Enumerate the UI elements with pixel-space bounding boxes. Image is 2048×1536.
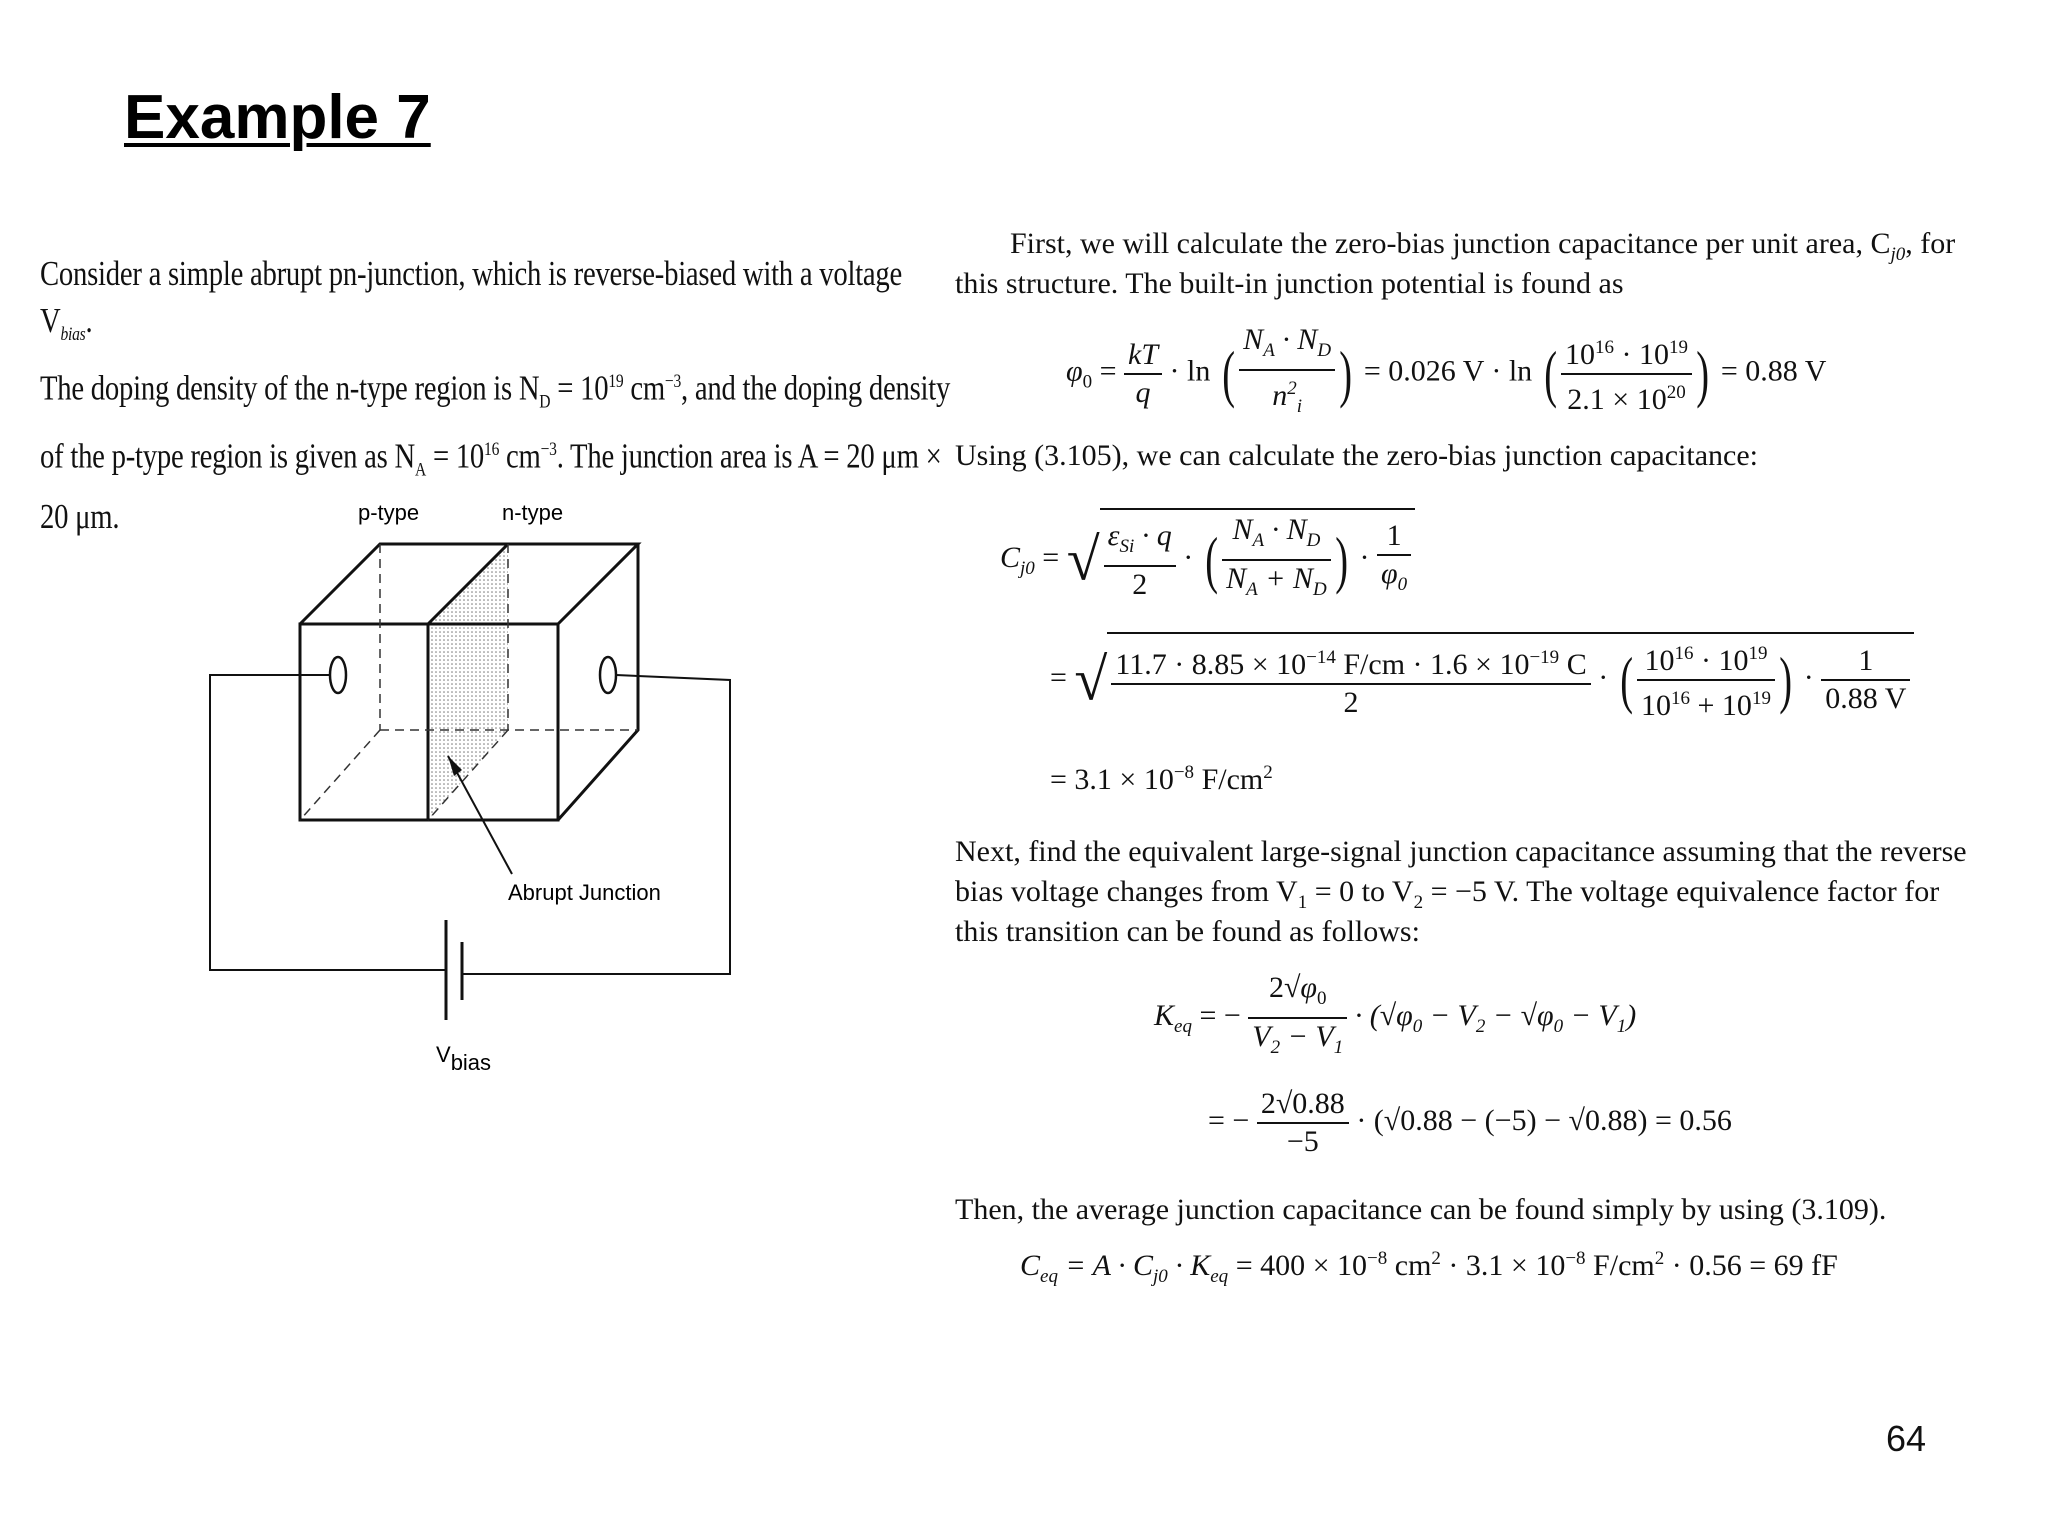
- junction-pointer: [448, 756, 512, 874]
- problem-subscript: D: [539, 391, 551, 413]
- eq-numerator: 1: [1377, 518, 1411, 556]
- eq-denominator: −5: [1286, 1125, 1319, 1158]
- abrupt-junction-label: Abrupt Junction: [508, 880, 661, 905]
- eq-numerator: 2√0.88: [1257, 1086, 1349, 1124]
- eq-symbol: φ: [1381, 556, 1398, 590]
- eq-fraction: [1222, 512, 1331, 608]
- eq-text: = 3.1 × 10: [1050, 763, 1174, 796]
- problem-text: = 10: [426, 436, 485, 476]
- eq-radical: $\frac{11.7 \cdot 8.85 \times 10^{-14} F/cm \cdot 1.6 \times 10^{-19} C}{2}$ · ( $\frac{10^{16} \cdot 10^{19}}{10^{16} + 10^{19}}$ ) · $\frac{1}{0.88 V}$: [1107, 632, 1914, 724]
- eq-numerator: [1111, 640, 1590, 685]
- eq-subscript: 2: [1270, 1037, 1281, 1058]
- eq-fraction: [1248, 970, 1347, 1066]
- eq-numerator: [1104, 518, 1176, 567]
- eq-text: = 0.026 V · ln: [1363, 354, 1533, 388]
- eq-fraction: [1637, 636, 1775, 724]
- eq-text: 10: [1641, 689, 1672, 722]
- then-line: Then, the average junction capacitance can be found simply by using (3.109).: [955, 1193, 1887, 1226]
- eq-numerator: [1561, 330, 1692, 375]
- eq-text: = −: [1199, 998, 1241, 1032]
- eq-superscript: −19: [1529, 646, 1560, 668]
- eq-denominator: 2: [1343, 685, 1359, 719]
- phi0-equation: $\varphi_0$ = $\frac{kT}{q}$ · ln ( $\frac{N_A \cdot N_D}{n^2_i}$ ) = 0.026 V · ln ( $\frac{10^{16} \cdot 10^{19}}{2.1 \times 10^{20}}$ ) = 0.88 V: [1066, 322, 1826, 425]
- eq-symbol: φ: [1300, 971, 1318, 1004]
- problem-subscript: A: [415, 459, 427, 481]
- eq-fraction: [1377, 518, 1411, 603]
- eq-operator: · ln: [1169, 354, 1211, 388]
- next-line3: this transition can be found as follows:: [955, 915, 1420, 948]
- eq-subscript: 0: [1397, 573, 1408, 595]
- page-number: 64: [1885, 1418, 1926, 1459]
- problem-superscript: 19: [608, 371, 624, 392]
- problem-subscript: bias: [60, 324, 86, 345]
- eq-text: · (√0.88 − (−5) − √0.88) = 0.56: [1356, 1103, 1732, 1137]
- left-contact: [330, 657, 346, 693]
- eq-superscript: −14: [1306, 646, 1336, 668]
- eq-superscript: 2: [1654, 1248, 1665, 1269]
- eq-text: F/cm · 1.6 × 10: [1335, 647, 1530, 681]
- keq-equation-symbolic: $K_{eq}$ = − $\frac{2√\varphi_0}{V_2 - V_1}$ · $(√\varphi_0 - V_2 - √\varphi_0 - V_1)$: [1154, 970, 1636, 1066]
- eq-superscript: 16: [1671, 688, 1691, 709]
- eq-fraction: [1124, 337, 1162, 411]
- right-contact: [600, 657, 616, 693]
- eq-superscript: 19: [1748, 643, 1768, 664]
- eq-subscript: 1: [1333, 1037, 1344, 1058]
- eq-denominator: [1637, 681, 1775, 724]
- solution-text: , for: [1905, 227, 1956, 260]
- eq-text: + 10: [1690, 689, 1752, 722]
- eq-text: F/cm: [1585, 1249, 1655, 1282]
- p-type-label: p-type: [358, 500, 420, 525]
- eq-text: C: [1559, 647, 1587, 681]
- problem-line: [40, 426, 950, 494]
- solution-text: First, we will calculate the zero-bias junction capacitance per unit area, C: [1010, 227, 1891, 260]
- pn-junction-diagram: [190, 490, 770, 1090]
- eq-radical: $\frac{\varepsilon_{Si} \cdot q}{2}$ · ( $\frac{N_A \cdot N_D}{N_A + N_D}$ ) · $\frac{1}{\varphi_0}$: [1100, 508, 1415, 608]
- eq-superscript: 16: [1674, 643, 1694, 664]
- eq-symbol: ε: [1107, 518, 1120, 552]
- problem-text: of the p-type region is given as N: [40, 436, 416, 476]
- eq-denominator: 2: [1132, 567, 1148, 601]
- eq-numerator: [1637, 636, 1775, 681]
- solution-subscript: j0: [1890, 244, 1906, 265]
- solution-text: = −5 V. The voltage equivalence factor for: [1423, 875, 1940, 908]
- ceq-equation: [1020, 1248, 1838, 1288]
- eq-fraction: [1257, 1086, 1349, 1160]
- problem-superscript: 16: [484, 438, 500, 460]
- eq-symbol: N: [1243, 323, 1264, 356]
- eq-symbol: C: [1020, 1249, 1041, 1282]
- cj0-equation-symbolic: $C_{j0}$ = √ $\frac{\varepsilon_{Si} \cdot q}{2}$ · ( $\frac{N_A \cdot N_D}{N_A + N_D}$ ) · $\frac{1}{\varphi_0}$: [1000, 508, 1415, 608]
- eq-subscript: j0: [1020, 557, 1035, 579]
- eq-result: = 0.88 V: [1720, 354, 1827, 388]
- cj0-result: [1050, 762, 1273, 797]
- hidden-edge: [300, 730, 380, 820]
- eq-text: 10: [1565, 337, 1595, 371]
- problem-text: cm: [499, 436, 541, 476]
- problem-superscript: −3: [540, 438, 557, 460]
- solution-text: = 0 to V: [1307, 875, 1414, 908]
- eq-text: 10: [1644, 644, 1675, 677]
- eq-denominator: [1561, 375, 1692, 418]
- eq-subscript: eq: [1040, 1266, 1058, 1287]
- problem-text: Consider a simple abrupt pn-junction, which is reverse-biased with a voltage V: [40, 254, 903, 340]
- eq-fraction: [1561, 330, 1692, 418]
- eq-symbol: C: [1000, 540, 1021, 574]
- eq-text: 11.7 · 8.85 × 10: [1115, 647, 1307, 681]
- eq-superscript: −8: [1565, 1248, 1586, 1269]
- eq-text: 2.1 × 10: [1567, 382, 1667, 416]
- eq-denominator: 0.88 V: [1825, 682, 1907, 715]
- wire-left: [210, 675, 446, 970]
- eq-numerator: kT: [1124, 337, 1162, 375]
- eq-text: · 3.1 × 10: [1440, 1249, 1566, 1282]
- eq-subscript: Si: [1119, 535, 1135, 557]
- n-type-label: n-type: [502, 500, 564, 525]
- eq-superscript: 19: [1669, 336, 1688, 358]
- slide-title: Example 7: [124, 83, 431, 152]
- eq-superscript: 2: [1431, 1248, 1441, 1269]
- eq-text: − V: [1280, 1020, 1334, 1053]
- eq-numerator: 1: [1821, 643, 1910, 681]
- eq-text: F/cm: [1194, 763, 1264, 796]
- eq-superscript: 2: [1263, 762, 1273, 783]
- eq-subscript: j0: [1152, 1266, 1168, 1287]
- eq-denominator: [1248, 1019, 1347, 1066]
- eq-denominator: $N_A + N_D$: [1226, 562, 1327, 600]
- eq-subscript: eq: [1210, 1266, 1229, 1287]
- eq-denominator: [1377, 556, 1411, 603]
- eq-numerator: $N_A \cdot N_D$: [1222, 512, 1331, 561]
- eq-subscript: 0: [1317, 988, 1327, 1009]
- problem-text: . The junction area is A = 20 μm ×: [556, 436, 942, 476]
- using-line: Using (3.105), we can calculate the zero-bias junction capacitance:: [955, 439, 1758, 472]
- eq-text: · 10: [1693, 644, 1749, 677]
- vbias-sub: bias: [450, 1050, 492, 1075]
- eq-numerator: [1248, 970, 1347, 1019]
- problem-text: cm: [623, 368, 665, 408]
- problem-line: 20 μm.: [40, 497, 120, 537]
- eq-text: = A · C: [1057, 1249, 1153, 1282]
- eq-fraction: [1111, 640, 1590, 721]
- eq-fraction: [1104, 518, 1176, 603]
- eq-fraction: [1821, 643, 1910, 717]
- next-line2: bias voltage changes from $V_1 = 0$ to $V_2 = -5$ V. The voltage equivalence factor for: [955, 875, 1940, 913]
- eq-symbol: n: [1272, 379, 1288, 412]
- eq-superscript: 19: [1751, 688, 1771, 709]
- problem-line: [40, 358, 950, 426]
- vbias-label: [436, 1042, 491, 1075]
- eq-symbol: K: [1154, 998, 1175, 1032]
- eq-superscript: 20: [1666, 381, 1686, 403]
- eq-subscript: eq: [1174, 1015, 1192, 1037]
- solution-intro-line2: this structure. The built-in junction potential is found as: [955, 267, 1624, 300]
- problem-line: Consider a simple abrupt pn-junction, which is reverse-biased with a voltage $V_{bias}$.: [40, 254, 903, 345]
- eq-superscript: −8: [1173, 762, 1195, 783]
- eq-superscript: 16: [1595, 336, 1614, 358]
- eq-symbol: φ: [1066, 354, 1083, 388]
- problem-superscript: −3: [664, 371, 682, 392]
- eq-text: · K: [1167, 1249, 1211, 1282]
- solution-text: bias voltage changes from V: [955, 875, 1298, 908]
- eq-denominator: q: [1135, 375, 1151, 409]
- eq-subscript: 0: [1082, 371, 1093, 393]
- next-line1: Next, find the equivalent large-signal junction capacitance assuming that the reverse: [955, 835, 1967, 868]
- eq-text: = 400 × 10: [1228, 1249, 1368, 1282]
- problem-text: = 10: [550, 368, 609, 408]
- eq-numerator: $N_A \cdot N_D$: [1239, 322, 1335, 371]
- problem-text: , and the doping density: [681, 368, 951, 408]
- eq-text: · 0.56 = 69 fF: [1664, 1249, 1838, 1282]
- cj0-equation-numeric: = √ $\frac{11.7 \cdot 8.85 \times 10^{-14} F/cm \cdot 1.6 \times 10^{-19} C}{2}$ · ( $\frac{10^{16} \cdot 10^{19}}{10^{16} + 10^{19}}$ ) · $\frac{1}{0.88 V}$: [1050, 632, 1914, 724]
- problem-text: The doping density of the n-type region is N: [40, 368, 540, 408]
- keq-equation-numeric: = − $\frac{2√0.88}{-5}$ · (√0.88 − (−5) − √0.88) = 0.56: [1208, 1087, 1732, 1158]
- eq-superscript: −8: [1367, 1248, 1388, 1269]
- eq-text: · q: [1134, 518, 1172, 552]
- eq-fraction: [1239, 322, 1335, 425]
- eq-denominator: $n^2_i$: [1272, 378, 1302, 417]
- eq-text: 2√: [1268, 971, 1301, 1004]
- vbias-main: V: [436, 1042, 451, 1067]
- eq-text: cm: [1387, 1249, 1432, 1282]
- eq-text: · 10: [1614, 337, 1669, 371]
- eq-symbol: V: [1252, 1020, 1271, 1053]
